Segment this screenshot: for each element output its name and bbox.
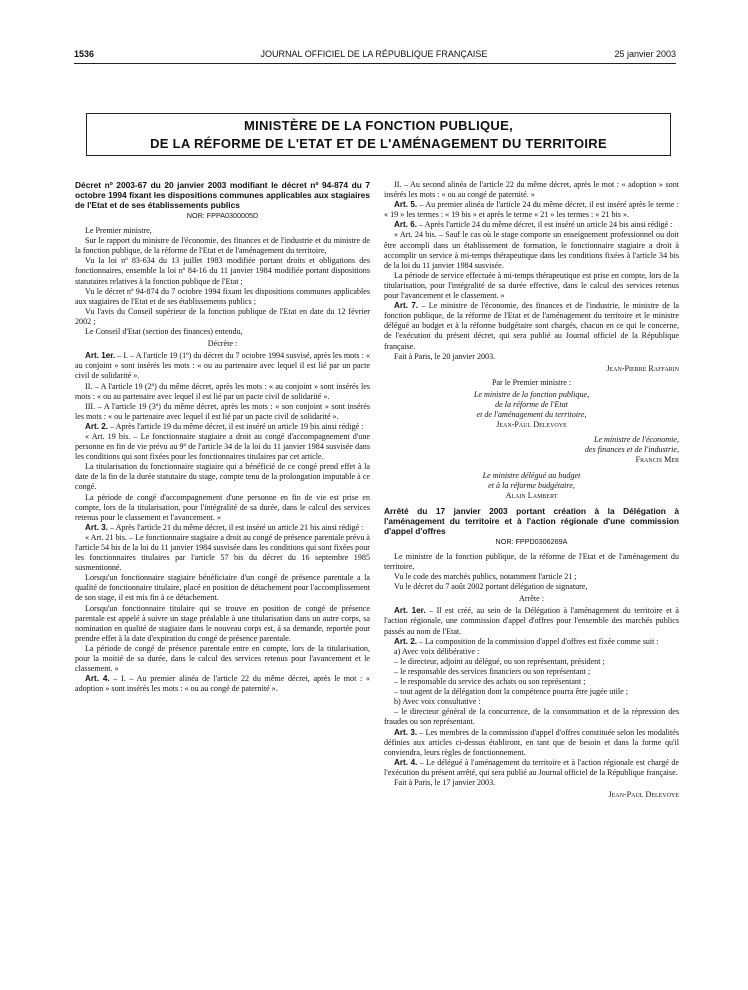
arrete-article-1 [384, 606, 679, 636]
done-at: Fait à Paris, le 17 janvier 2003. [394, 777, 496, 787]
arrete-para: Le ministre de la fonction publique, de la réforme de l'Etat et de l'aménagement du territoire, [384, 551, 679, 571]
article-text: – Le ministre de l'économie, des finances et de l'industrie, le ministre de la fonction publique, de la réforme de l'Etat et de l'aménagement du territoire et le ministre délégué au budget et à la réforme budgétaire sont chargés, chacun en ce qui le concerne, de l'exécution du présent décret, qui sera publié au Journal officiel de la République française. [384, 301, 679, 351]
signer-pm: Jean-Pierre Raffarin [606, 363, 679, 373]
article-3 [75, 523, 370, 533]
ministry-line-1: MINISTÈRE DE LA FONCTION PUBLIQUE, [244, 118, 513, 133]
arrete-para: Vu le décret du 7 août 2002 portant délégation de signature, [394, 582, 588, 592]
article-1-ii: II. – A l'article 19 (2º) du même décret, après les mots : « au conjoint » sont insérés les mots : « ou au partenaire avec lequel il est lié par un pacte civil de solidarité ». [75, 381, 370, 401]
arrete-para: Vu le code des marchés publics, notamment l'article 21 ; [394, 572, 577, 582]
signer-title: des finances et de l'industrie, [584, 445, 679, 455]
decret-para: Vu l'avis du Conseil supérieur de la fonction publique de l'Etat en date du 12 février 2002 ; [75, 306, 370, 326]
decret-para: Le Conseil d'Etat (section des finances) entendu, [85, 327, 243, 337]
article-text: – Le délégué à l'aménagement du territoire et à l'action régionale est chargé de l'exécution du présent arrêté, qui sera publié au Journal officiel de la République française. [384, 757, 679, 777]
article-label: Art. 3. [85, 522, 108, 532]
decret-nor: NOR: FPPA0300005D [186, 211, 259, 220]
list-item: – le responsable des services financiers ou son représentant ; [394, 666, 591, 676]
article-1-iii: III. – A l'article 19 (3º) du même décret, après les mots : « son conjoint » sont insérés les mots : « ou le partenaire avec lequel il est lié par un pacte civil de solidarité ». [75, 401, 370, 421]
article-text: – Au premier alinéa de l'article 24 du même décret, il est inséré après le terme : « 19 » les termes : « 19 bis » et après le terme « 21 » les termes : « 21 bis ». [384, 200, 679, 220]
quoted-para: La période de congé de présence parentale entre en compte, lors de la titularisation, pour la moitié de sa durée, dans le calcul des services retenus pour l'avancement et le classement. » [75, 643, 370, 674]
done-at: Fait à Paris, le 20 janvier 2003. [394, 351, 496, 361]
article-4 [75, 674, 370, 694]
list-item: – tout agent de la délégation dont la compétence pourra être jugée utile ; [394, 687, 628, 697]
arrete-nor: NOR: FPPD0306269A [495, 536, 568, 546]
article-text: – Il est créé, au sein de la Délégation à l'aménagement du territoire et à l'action régionale, une commission d'appel d'offres pour l'ensemble des marchés publics passés au nom de l'Etat. [384, 606, 679, 636]
quoted-para: Lorsqu'un fonctionnaire titulaire qui se trouve en position de congé de présence parentale est appelé à suivre un stage préalable à une titularisation dans un autre corps, sa nomination en qualité de stagiaire dans le nouveau corps est, à sa demande, reportée pour prendre effet à la date d'expiration du congé de présence parentale. [75, 603, 370, 643]
arrete-article-2 [384, 637, 679, 647]
right-column [384, 180, 679, 804]
list-item: – le directeur général de la concurrence, de la consommation et de la répression des fraudes ou son représentant. [384, 707, 679, 727]
signer-title: Le ministre délégué au budget [482, 470, 581, 480]
list-heading: b) Avec voix consultative : [394, 697, 481, 707]
article-7 [384, 301, 679, 351]
list-item: – le directeur, adjoint au délégué, ou son représentant, président ; [394, 656, 605, 666]
signer-title: Le ministre de l'économie, [593, 435, 679, 445]
article-text: – Après l'article 19 du même décret, il est inséré un article 19 bis ainsi rédigé : [107, 421, 364, 431]
arrete-article-3 [384, 728, 679, 758]
list-heading: a) Avec voix délibérative : [394, 646, 480, 656]
journal-title: JOURNAL OFFICIEL DE LA RÉPUBLIQUE FRANÇAISE [260, 49, 488, 59]
by-pm: Par le Premier ministre : [491, 377, 572, 387]
decret-title: Décret nº 2003-67 du 20 janvier 2003 modifiant le décret nº 94-874 du 7 octobre 1994 fixant les dispositions communes applicables aux stagiaires de l'Etat et de ses établissements publics [75, 180, 370, 210]
issue-date: 25 janvier 2003 [614, 49, 676, 59]
article-label: Art. 4. [394, 757, 418, 767]
page-number: 1536 [74, 49, 95, 59]
signer-name: Francis Mer [635, 455, 679, 465]
quoted-para: « Art. 24 bis. – Sauf le cas où le stage comporte un enseignement professionnel ou doit être accompli dans un établissement de formation, le fonctionnaire stagiaire a droit à accomplir un service à mi-temps thérapeutique dans les conditions fixées à l'article 34 bis de la loi du 11 janvier 1984 susvisée. [384, 230, 679, 270]
signer-name: Jean-Paul Delevoye [608, 790, 679, 800]
ministry-heading [86, 113, 671, 156]
left-column [75, 180, 370, 694]
signer-title: et de l'aménagement du territoire, [476, 410, 587, 420]
quoted-para: « Art. 19 bis. – Le fonctionnaire stagiaire a droit au congé d'accompagnement d'une personne en fin de vie prévu au 9º de l'article 34 de la loi du 11 janvier 1984 susvisée dans les conditions qui sont fixées pour les fonctionnaires titulaires par cet article. [75, 431, 370, 462]
article-label: Art. 1er. [394, 606, 426, 616]
arrete-label: Arrête : [519, 594, 544, 604]
article-label: Art. 6. [394, 220, 417, 230]
arrete-article-4 [384, 758, 679, 778]
quoted-para: Lorsqu'un fonctionnaire stagiaire bénéficiaire d'un congé de présence parentale a la qualité de fonctionnaire titulaire, placé en position de détachement pour l'accomplissement de son stage, il est mis fin à ce détachement. [75, 573, 370, 603]
article-text: – I. – Au premier alinéa de l'article 22 du même décret, après le mot : « adoption » sont insérés les mots : « ou au congé de paternité ». [75, 674, 370, 694]
article-label: Art. 3. [394, 727, 418, 737]
list-item: – le responsable du service des achats ou son représentant ; [394, 677, 586, 687]
signer-name: Alain Lambert [505, 490, 558, 500]
decret-para: Sur le rapport du ministre de l'économie, des finances et de l'industrie et du ministre de la fonction publique, de la réforme de l'Etat et de l'aménagement du territoire, [75, 236, 370, 256]
article-label: Art. 2. [85, 421, 108, 431]
article-label: Art. 2. [394, 636, 417, 646]
article-label: Art. 5. [394, 200, 418, 210]
quoted-para: La période de congé d'accompagnement d'une personne en fin de vie est prise en compte, lors de la titularisation, pour l'intégralité de sa durée, dans le calcul des services retenus pour le classement et l'avancement. » [75, 492, 370, 522]
article-label: Art. 4. [85, 674, 110, 684]
article-2 [75, 422, 370, 432]
signer-name: Jean-Paul Delevoye [496, 420, 567, 430]
article-text: – I. – A l'article 19 (1º) du décret du 7 octobre 1994 susvisé, après les mots : « au conjoint » sont insérés les mots : « ou au partenaire avec lequel il est lié par un pacte civil de solidarité ». [75, 351, 370, 381]
quoted-para: La titularisation du fonctionnaire stagiaire qui a bénéficié de ce congé prend effet à la date de la fin de la durée statutaire du stage, compte tenu de la prolongation imputable à ce congé. [75, 462, 370, 492]
quoted-para: La période de service effectuée à mi-temps thérapeutique est prise en compte, lors de la titularisation, pour l'intégralité de sa durée effective, dans le calcul des services retenus pour l'avancement et le classement. » [384, 270, 679, 301]
article-1 [75, 351, 370, 381]
arrete-title: Arrêté du 17 janvier 2003 portant création à la Délégation à l'aménagement du territoire et à l'action régionale d'une commission d'appel d'offres [384, 505, 679, 536]
ministry-line-2: DE LA RÉFORME DE L'ETAT ET DE L'AMÉNAGEMENT DU TERRITOIRE [150, 136, 607, 151]
article-4-ii: II. – Au second alinéa de l'article 22 du même décret, après le mot : « adoption » sont insérés les mots : « ou au congé de paternité. » [384, 180, 679, 200]
decret-para: Vu le décret nº 94-874 du 7 octobre 1994 fixant les dispositions communes applicables aux stagiaires de l'Etat et de ses établissements publics ; [75, 286, 370, 306]
quoted-para: « Art. 21 bis. – Le fonctionnaire stagiaire a droit au congé de présence parentale prévu à l'article 54 bis de la loi du 11 janvier 1984 susvisée dans les conditions qui sont fixées pour les fonctionnaires titulaires par l'article 57 bis du décret du 16 septembre 1985 susmentionné. [75, 532, 370, 573]
signer-title: Le ministre de la fonction publique, [473, 389, 590, 399]
article-6 [384, 220, 679, 230]
article-text: – Les membres de la commission d'appel d'offres constituée selon les modalités définies aux articles ci-dessus établiront, en tant que de besoin et dans la forme qu'il conviendra, leurs règles de fonctionnement. [384, 727, 679, 757]
article-label: Art. 1er. [85, 351, 116, 361]
article-text: – Après l'article 24 du même décret, il est inséré un article 24 bis ainsi rédigé : [416, 220, 673, 230]
signer-title: de la réforme de l'Etat [495, 399, 568, 409]
article-5 [384, 200, 679, 220]
article-text: – La composition de la commission d'appel d'offres est fixée comme suit : [416, 636, 659, 646]
header-rule [74, 63, 676, 64]
article-label: Art. 7. [394, 301, 419, 311]
article-text: – Après l'article 21 du même décret, il est inséré un article 21 bis ainsi rédigé : [107, 522, 364, 532]
signer-title: et à la réforme budgétaire, [488, 480, 575, 490]
decret-para: Le Premier ministre, [85, 226, 152, 236]
decrete-label: Décrète : [207, 339, 238, 349]
decret-para: Vu la loi nº 83-634 du 13 juillet 1983 modifiée portant droits et obligations des fonctionnaires, ensemble la loi nº 84-16 du 11 janvier 1984 modifiée portant dispositions statutaires relatives à la fonction publique de l'Etat ; [75, 256, 370, 286]
